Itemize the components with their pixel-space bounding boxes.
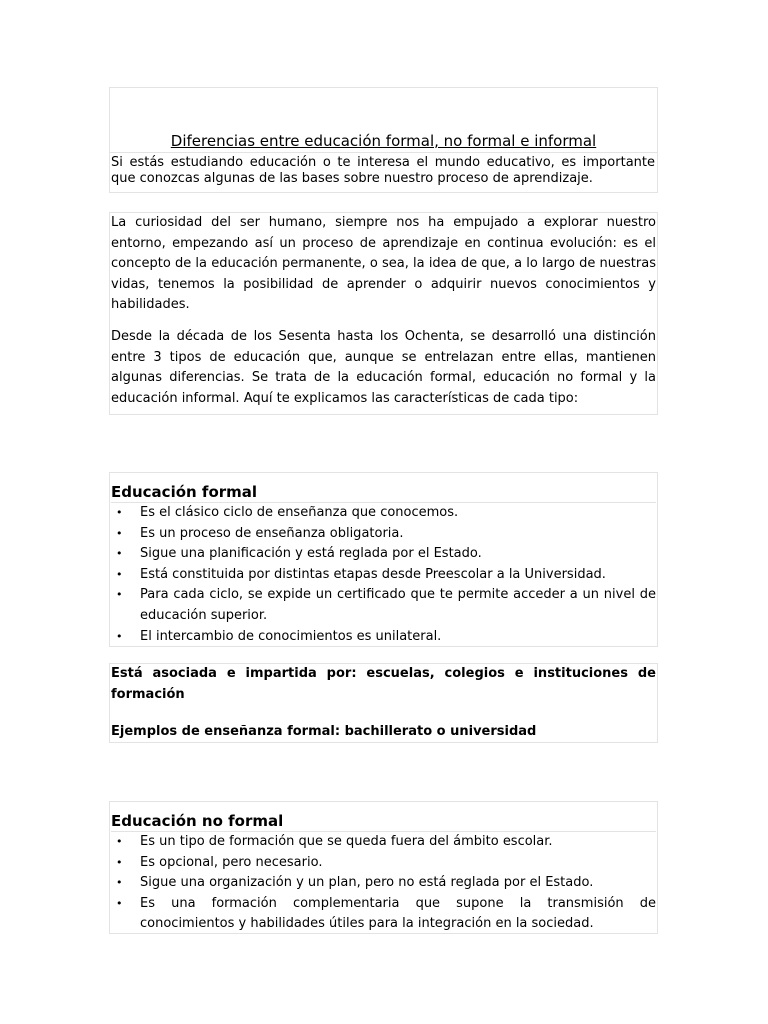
- formal-heading: Educación formal: [111, 483, 656, 503]
- bullet-icon: •: [116, 567, 123, 581]
- list-item: • Es una formación complementaria que supone la transmisión de conocimientos y habilidades útiles para la integración en la sociedad.: [116, 895, 656, 932]
- body-section: [109, 212, 658, 415]
- list-item: • Es opcional, pero necesario.: [111, 853, 656, 874]
- bullet-icon: •: [116, 547, 123, 561]
- bullet-icon: •: [116, 588, 123, 602]
- bullet-icon: •: [116, 526, 123, 540]
- bullet-icon: •: [116, 835, 123, 848]
- list-item: • Es un proceso de enseñanza obligatoria.: [111, 524, 656, 545]
- nonformal-list: [111, 832, 656, 935]
- intro-text: Si estás estudiando educación o te interesa el mundo educativo, es importante que conozcas algunas de las bases sobre nuestro proceso de aprendizaje.: [111, 155, 655, 186]
- list-item: • Para cada ciclo, se expide un certificado que te permite acceder a un nivel de educación superior.: [116, 587, 656, 623]
- formal-education-section: [109, 472, 658, 647]
- list-item: • Sigue una planificación y está reglada por el Estado.: [111, 544, 656, 565]
- associated-text: Está asociada e impartida por: escuelas, colegios e instituciones de formación: [111, 666, 656, 702]
- nonformal-heading: Educación no formal: [111, 812, 656, 832]
- list-item: • Sigue una organización y un plan, pero no está reglada por el Estado.: [111, 873, 656, 894]
- formal-associated-section: [109, 663, 658, 743]
- list-item: • El intercambio de conocimientos es unilateral.: [111, 627, 656, 648]
- list-item: • Es un tipo de formación que se queda fuera del ámbito escolar.: [111, 832, 656, 853]
- list-item: • Está constituida por distintas etapas desde Preescolar a la Universidad.: [111, 565, 656, 586]
- nonformal-education-section: [109, 801, 658, 934]
- formal-list: [111, 503, 656, 647]
- bullet-icon: •: [116, 855, 123, 869]
- bullet-icon: •: [116, 876, 123, 890]
- bullet-icon: •: [116, 896, 123, 910]
- paragraph-history: Desde la década de los Sesenta hasta los Ochenta, se desarrolló una distinción entre 3 tipos de educación que, aunque se entrelazan entre ellas, mantienen algunas diferencias. Se trata de la educación formal, educación no formal y la educación informal. Aquí te explicamos las características de cada tipo:: [111, 328, 656, 406]
- bullet-icon: •: [116, 506, 123, 519]
- document-title: Diferencias entre educación formal, no formal e informal: [110, 132, 657, 153]
- paragraph-curiosity: La curiosidad del ser humano, siempre nos ha empujado a explorar nuestro entorno, empezando así un proceso de aprendizaje en continua evolución: es el concepto de la educación permanente, o sea, la idea de que, a lo largo de nuestras vidas, tenemos la posibilidad de aprender o adquirir nuevos conocimientos y habilidades.: [111, 215, 656, 313]
- title-section: [109, 87, 658, 193]
- list-item: • Es el clásico ciclo de enseñanza que conocemos.: [111, 503, 656, 524]
- bullet-icon: •: [116, 629, 123, 643]
- examples-text: Ejemplos de enseñanza formal: bachillerato o universidad: [111, 724, 537, 740]
